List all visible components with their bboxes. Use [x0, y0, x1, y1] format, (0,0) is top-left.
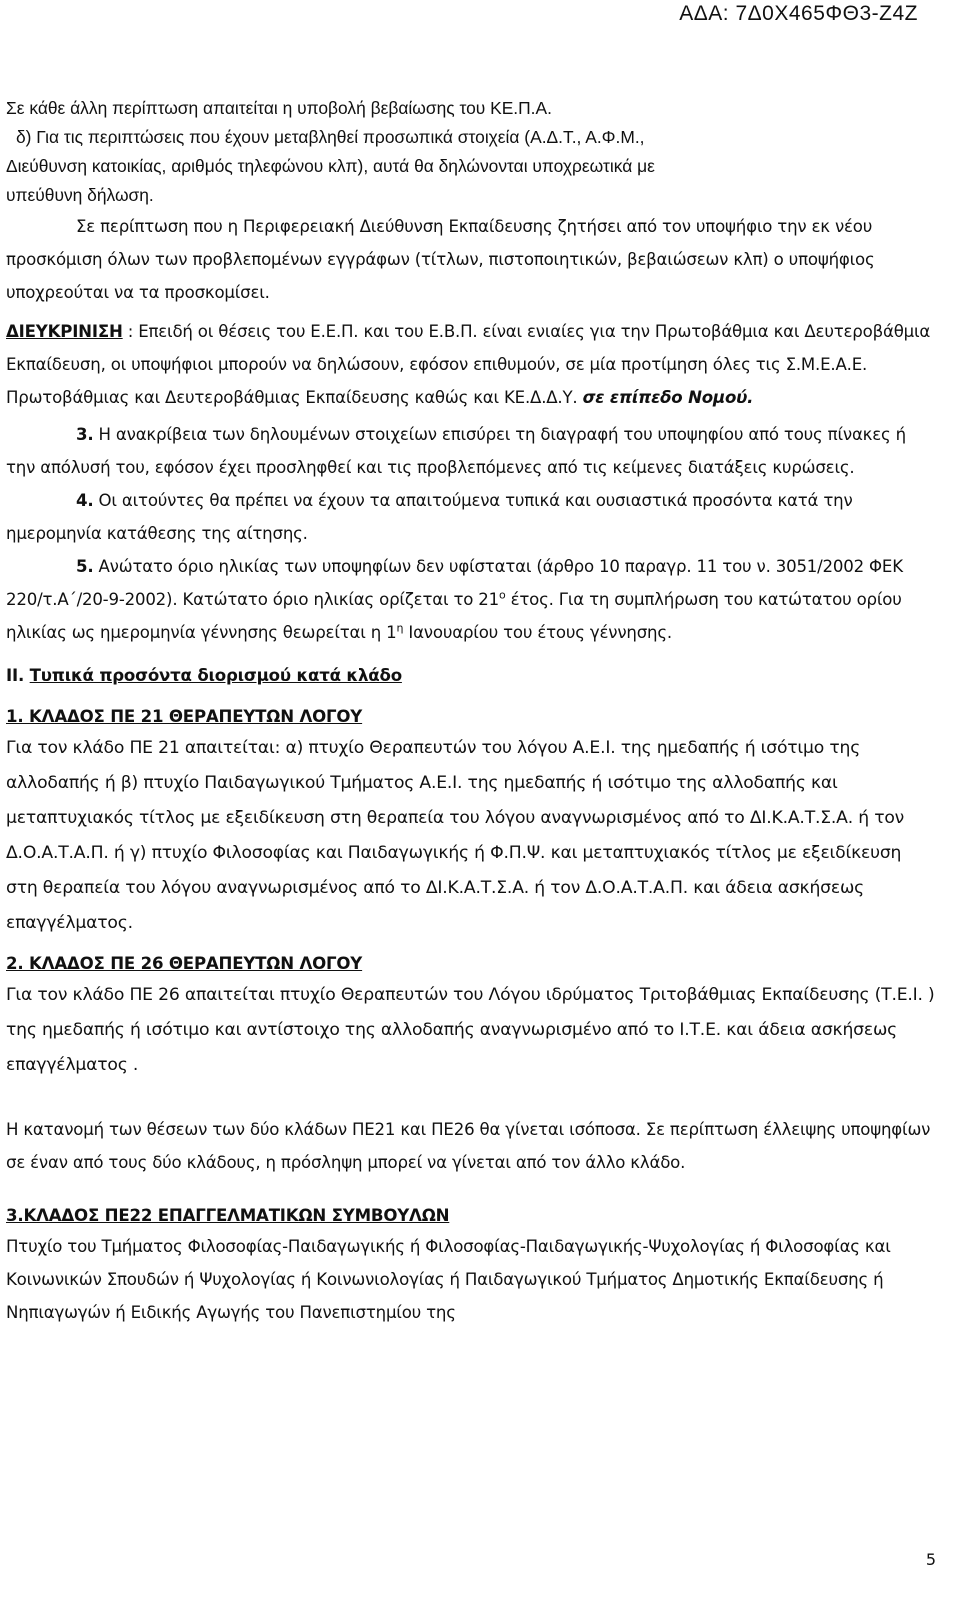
item-5-sup-b: η — [396, 621, 404, 635]
p1-line2: δ) Για τις περιπτώσεις που έχουν μεταβληθεί προσωπικά στοιχεία (Α.Δ.Τ., Α.Φ.Μ., — [16, 127, 645, 147]
item-3 — [6, 418, 936, 484]
item-3-text: Η ανακρίβεια των δηλουμένων στοιχείων επισύρει τη διαγραφή του υποψηφίου από τους πίνακες ή την απόλυσή του, εφόσον έχει προσληφθεί και τις προβλεπόμενες από τις κείμενες διατάξεις κυρώσεις. — [6, 425, 906, 477]
item-4-number: 4. — [76, 491, 94, 510]
branch-1-title: 1. ΚΛΑΔΟΣ ΠΕ 21 ΘΕΡΑΠΕΥΤΩΝ ΛΟΓΟΥ — [6, 707, 363, 726]
clarification-label: ΔΙΕΥΚΡΙΝΙΣΗ — [6, 322, 123, 341]
p1-line1: Σε κάθε άλλη περίπτωση απαιτείται η υποβολή βεβαίωσης του ΚΕ.Π.Α. — [6, 98, 552, 118]
item-5-number: 5. — [76, 557, 94, 576]
item-5-sup-a: ο — [499, 588, 506, 602]
p1-line4: υπεύθυνη δήλωση. — [6, 185, 154, 205]
section-2-number: ΙΙ. — [6, 666, 25, 685]
p2-paragraph: Σε περίπτωση που η Περιφερειακή Διεύθυνση Εκπαίδευσης ζητήσει από τον υποψήφιο την εκ νέου προσκόμιση όλων των προβλεπομένων εγγράφων (τίτλων, πιστοποιητικών, βεβαιώσεων κλπ) ο υποψήφιος υποχρεούται να τα προσκομίσει. — [6, 217, 875, 302]
distribution-paragraph: Η κατανομή των θέσεων των δύο κλάδων ΠΕ21 και ΠΕ26 θα γίνεται ισόποσα. Σε περίπτωση έλλειψης υποψηφίων σε έναν από τους δύο κλάδους, η πρόσληψη μπορεί να γίνεται από τον άλλο κλάδο. — [6, 1120, 931, 1172]
section-2-title: Τυπικά προσόντα διορισμού κατά κλάδο — [29, 666, 402, 685]
branch-1-text: Για τον κλάδο ΠΕ 21 απαιτείται: α) πτυχίο Θεραπευτών του λόγου Α.Ε.Ι. της ημεδαπής ή ισότιμο της αλλοδαπής ή β) πτυχίο Παιδαγωγικού Τμήματος Α.Ε.Ι. της ημεδαπής ή ισότιμο της αλλοδαπής και μεταπτυχιακός τίτλος με εξειδίκευση στη θεραπεία του λόγου αναγνωρισμένος από το ΔΙ.Κ.Α.Τ.Σ.Α. ή τον Δ.Ο.Α.Τ.Α.Π. ή γ) πτυχίο Φιλοσοφίας και Παιδαγωγικής ή Φ.Π.Ψ. και μεταπτυχιακός τίτλος με εξειδίκευση στη θεραπεία του λόγου αναγνωρισμένος από το ΔΙ.Κ.Α.Τ.Σ.Α. ή τον Δ.Ο.Α.Τ.Α.Π. και άδεια ασκήσεως επαγγέλματος. — [6, 738, 905, 933]
clarification-emphasis: σε επίπεδο Νομού. — [582, 388, 754, 407]
clarification-text: : Επειδή οι θέσεις του Ε.Ε.Π. και του Ε.Β.Π. είναι ενιαίες για την Πρωτοβάθμια και Δευτεροβάθμια Εκπαίδευση, οι υποψήφιοι μπορούν να δηλώσουν, εφόσον επιθυμούν, σε μία προτίμηση όλες τις Σ.Μ.Ε.Α.Ε. Πρωτοβάθμιας και Δευτεροβάθμιας Εκπαίδευσης καθώς και ΚΕ.Δ.Δ.Υ. — [6, 322, 931, 407]
document-body — [6, 94, 936, 1329]
branch-3-text: Πτυχίο του Τμήματος Φιλοσοφίας-Παιδαγωγικής ή Φιλοσοφίας-Παιδαγωγικής-Ψυχολογίας ή Φιλοσοφίας και Κοινωνικών Σπουδών ή Ψυχολογίας ή Κοινωνιολογίας ή Παιδαγωγικού Τμήματος Δημοτικής Εκπαίδευσης ή Νηπιαγωγών ή Ειδικής Αγωγής του Πανεπιστημίου της — [6, 1237, 891, 1322]
item-5 — [6, 550, 936, 649]
branch-3-title: 3.ΚΛΑΔΟΣ ΠΕ22 ΕΠΑΓΓΕΛΜΑΤΙΚΩΝ ΣΥΜΒΟΥΛΩΝ — [6, 1206, 450, 1225]
ada-code: ΑΔΑ: 7Δ0Χ465ΦΘ3-Ζ4Ζ — [679, 2, 918, 25]
item-5-text-b: έτος. Για τη συμπλήρωση του κατώτατου ορίου ηλικίας ως ημερομηνία γέννησης θεωρείται η 1 — [6, 590, 902, 642]
branch-2-text: Για τον κλάδο ΠΕ 26 απαιτείται πτυχίο Θεραπευτών του Λόγου ιδρύματος Τριτοβάθμιας Εκπαίδευσης (Τ.Ε.Ι. ) της ημεδαπής ή ισότιμο και αντίστοιχο της αλλοδαπής αναγνωρισμένο από το Ι.Τ.Ε. και άδεια ασκήσεως επαγγέλματος . — [6, 985, 935, 1075]
clarification-paragraph — [6, 315, 936, 414]
p1-line3: Διεύθυνση κατοικίας, αριθμός τηλεφώνου κλπ), αυτά θα δηλώνονται υποχρεωτικά με — [6, 156, 655, 176]
item-5-text-a: Ανώτατο όριο ηλικίας των υποψηφίων δεν υφίσταται (άρθρο 10 παραγρ. 11 του ν. 3051/2002 ΦΕΚ 220/τ.Α΄/20-9-2002). Κατώτατο όριο ηλικίας ορίζεται το 21 — [6, 557, 903, 609]
item-4-text: Οι αιτούντες θα πρέπει να έχουν τα απαιτούμενα τυπικά και ουσιαστικά προσόντα κατά την ημερομηνία κατάθεσης της αίτησης. — [6, 491, 853, 543]
item-5-text-c: Ιανουαρίου του έτους γέννησης. — [403, 623, 672, 642]
item-3-number: 3. — [76, 425, 94, 444]
item-4 — [6, 484, 936, 550]
branch-2-title: 2. ΚΛΑΔΟΣ ΠΕ 26 ΘΕΡΑΠΕΥΤΩΝ ΛΟΓΟΥ — [6, 954, 363, 973]
section-2-heading — [6, 659, 936, 692]
page-number: 5 — [925, 1550, 936, 1569]
